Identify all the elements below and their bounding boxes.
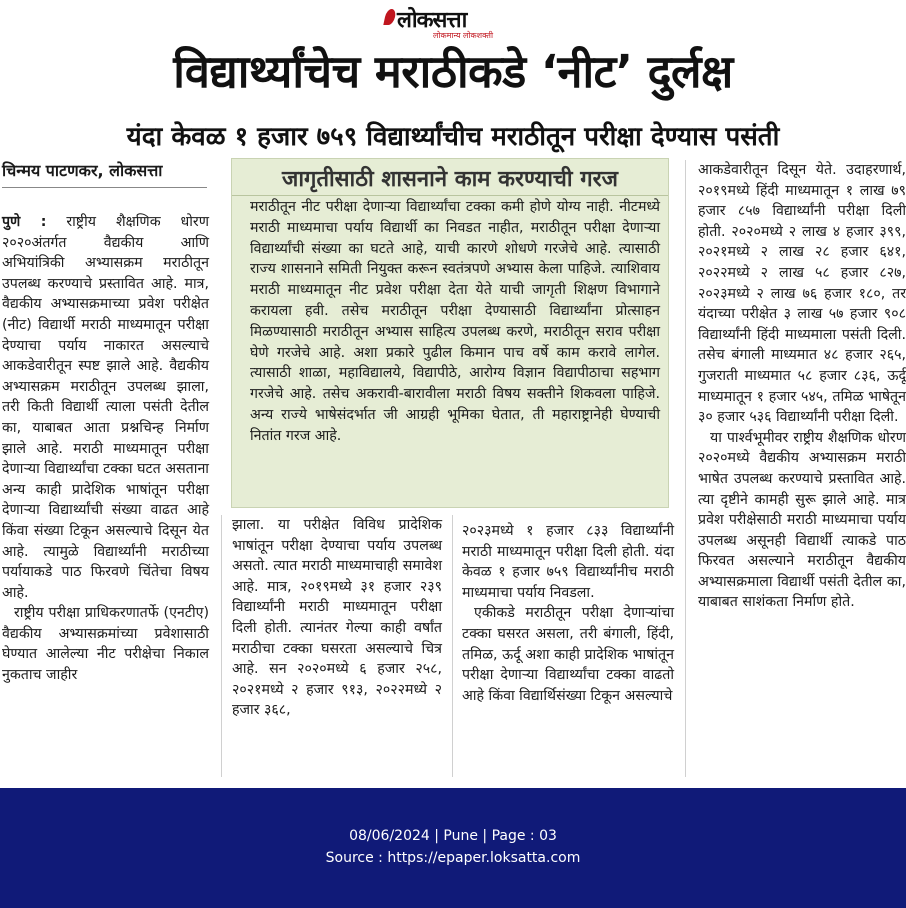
column1-paragraph-1 xyxy=(2,212,209,603)
column1-paragraph-2: राष्ट्रीय परीक्षा प्राधिकरणातर्फे (एनटीए) वैद्यकीय अभ्यासक्रमांच्या प्रवेशासाठी घेण्यात आलेल्या नीट परीक्षेचा निकाल नुकताच जाहीर xyxy=(2,605,209,684)
newspaper-logo xyxy=(385,4,515,40)
logo-text: लोकसत्ता xyxy=(397,8,467,33)
epaper-footer xyxy=(0,788,906,908)
column1-paragraph-1-text: राष्ट्रीय शैक्षणिक धोरण २०२०अंतर्गत वैद्यकीय आणि अभियांत्रिकी अभ्यासक्रम मराठीतून उपलब्ध करण्याचे प्रस्तावित आहे. मात्र, वैद्यकीय अभ्यासक्रमाच्या प्रवेश परीक्षेत (नीट) विद्यार्थी मराठी माध्यमातून परीक्षा देण्याचा पर्याय नाकारत असल्याचे आकडेवारीतून स्पष्ट झाले आहे. वैद्यकीय अभ्यासक्रम मराठीतून उपलब्ध झाला, तरी किती विद्यार्थी त्याला पसंती देतील का, याबाबत आता प्रश्नचिन्ह निर्माण झाले आहे. मराठी माध्यमातून परीक्षा देणाऱ्या विद्यार्थ्यांचा टक्का घटत असताना अन्य काही प्रादेशिक भाषांतून परीक्षा देणाऱ्या विद्यार्थ्यांची संख्या वाढत आहे किंवा संख्या टिकून असल्याचे दिसून येत आहे. त्यामुळे विद्यार्थ्यांनी मराठीच्या पर्यायाकडे पाठ फिरवणे चिंतेचा विषय आहे. xyxy=(2,214,209,601)
logo-tagline: लोकमान्य लोकशक्ती xyxy=(433,31,494,40)
dateline: पुणे : xyxy=(2,214,47,230)
article-column-1 xyxy=(2,212,209,686)
article-column-2 xyxy=(232,515,442,721)
column-divider xyxy=(685,160,686,777)
column-divider xyxy=(452,515,453,777)
byline: चिन्मय पाटणकर, लोकसत्ता xyxy=(2,159,207,188)
column4-paragraph-1: आकडेवारीतून दिसून येते. उदाहरणार्थ, २०१९मध्ये हिंदी माध्यमातून १ लाख ७९ हजार ८५७ विद्यार्थ्यांनी परीक्षा दिली होती. २०२०मध्ये २ लाख ४ हजार ३९९, २०२१मध्ये २ लाख २८ हजार ६४१, २०२२मध्ये २ लाख ५८ हजार ८२७, २०२३मध्ये २ लाख ७६ हजार १८०, तर यंदाच्या परीक्षेत ३ लाख ५७ हजार ९०८ विद्यार्थ्यांनी हिंदी माध्यमाला पसंती दिली. तसेच बंगाली माध्यमात ४८ हजार २६५, गुजराती माध्यमात ५८ हजार ८३६, ऊर्दू माध्यमातून १ हजार ५४५, तमिळ भाषेतून ३० हजार ५३६ विद्यार्थ्यांनी परीक्षा दिली. xyxy=(698,162,906,426)
sidebar-box-title: जागृतीसाठी शासनाने काम करण्याची गरज xyxy=(282,167,618,192)
article-column-4 xyxy=(698,160,906,613)
column-divider xyxy=(221,515,222,777)
sidebar-box-body: मराठीतून नीट परीक्षा देणाऱ्या विद्यार्थ्यांचा टक्का कमी होणे योग्य नाही. नीटमध्ये मराठी माध्यमाचा पर्याय विद्यार्थी का निवडत नाहीत, मराठीतून परीक्षा देणाऱ्या विद्यार्थ्यांची संख्या का घटते आहे, याची कारणे शोधणे गरजेचे आहे. त्यासाठी राज्य शासनाने समिती नियुक्त करून स्वतंत्रपणे अभ्यास केला पाहिजे. त्याशिवाय मराठी माध्यमातून नीट प्रवेश परीक्षा देता येते याची जागृती शिक्षण विभागाने करायला हवी. तसेच मराठीतून परीक्षा देण्यासाठी विद्यार्थ्यांना प्रोत्साहन मिळण्यासाठी मराठीतून अभ्यास साहित्य उपलब्ध करणे, मराठीतून सराव परीक्षा घेणे गरजेचे आहे. अशा प्रकारे पुढील किमान पाच वर्षे काम करावे लागेल. त्यासाठी शाळा, महाविद्यालये, विद्यापीठे, आरोग्य विज्ञान विद्यापीठाचा सहभाग गरजेचे आहे. तसेच अकरावी-बारावीला मराठी विषय सक्तीने शिकवला पाहिजे. अन्य राज्ये भाषेसंदर्भात जी आग्रही भूमिका घेतात, ती महाराष्ट्रानेही घेण्याची नितांत गरज आहे. xyxy=(250,199,660,444)
column2-paragraph-1: झाला. या परीक्षेत विविध प्रादेशिक भाषांतून परीक्षा देण्याचा पर्याय उपलब्ध असतो. त्यात मराठी माध्यमाचाही समावेश आहे. मात्र, २०१९मध्ये ३१ हजार २३९ विद्यार्थ्यांनी मराठी माध्यमातून परीक्षा दिली होती. त्यानंतर गेल्या काही वर्षांत मराठीचा टक्का घसरता असल्याचे चित्र आहे. सन २०२०मध्ये ६ हजार २५८, २०२१मध्ये २ हजार ९१३, २०२२मध्ये २ हजार ३६८, xyxy=(232,517,442,719)
column4-paragraph-2: या पार्श्वभूमीवर राष्ट्रीय शैक्षणिक धोरण २०२०मध्ये वैद्यकीय अभ्यासक्रम मराठी भाषेत उपलब्ध करण्याचे प्रस्तावित आहे. त्या दृष्टीने कामही सुरू झाले आहे. मात्र प्रवेश परीक्षेसाठी मराठी माध्यमाचा पर्याय उपलब्ध असूनही विद्यार्थी त्याकडे पाठ फिरवत असल्याने मराठीतून वैद्यकीय अभ्यासक्रमाला विद्यार्थी पसंती देतील का, याबाबत साशंकता निर्माण होते. xyxy=(698,429,906,611)
headline: विद्यार्थ्यांचेच मराठीकडे ‘नीट’ दुर्लक्ष xyxy=(173,45,733,98)
footer-date-edition: 08/06/2024 | Pune | Page : 03 xyxy=(349,828,557,844)
footer-source-link[interactable]: Source : https://epaper.loksatta.com xyxy=(325,850,581,866)
column3-paragraph-1: २०२३मध्ये १ हजार ८३३ विद्यार्थ्यांनी मराठी माध्यमातून परीक्षा दिली होती. यंदा केवळ १ हजार ७५९ विद्यार्थ्यांनीच मराठी माध्यमाचा पर्याय निवडला. xyxy=(462,523,674,601)
sidebar-box xyxy=(231,158,669,508)
subheadline: यंदा केवळ १ हजार ७५९ विद्यार्थ्यांचीच मराठीतून परीक्षा देण्यास पसंती xyxy=(126,122,780,152)
column3-paragraph-2: एकीकडे मराठीतून परीक्षा देणाऱ्यांचा टक्का घसरत असला, तरी बंगाली, हिंदी, तमिळ, ऊर्दू अशा काही प्रादेशिक भाषांतून परीक्षा देणाऱ्या विद्यार्थ्यांचा टक्का वाढतो आहे किंवा विद्यार्थिसंख्या टिकून असल्याचे xyxy=(462,605,674,704)
flame-logo-icon xyxy=(383,9,396,25)
article-column-3 xyxy=(462,521,674,706)
masthead xyxy=(0,4,906,40)
sidebar-box-divider xyxy=(232,195,668,196)
